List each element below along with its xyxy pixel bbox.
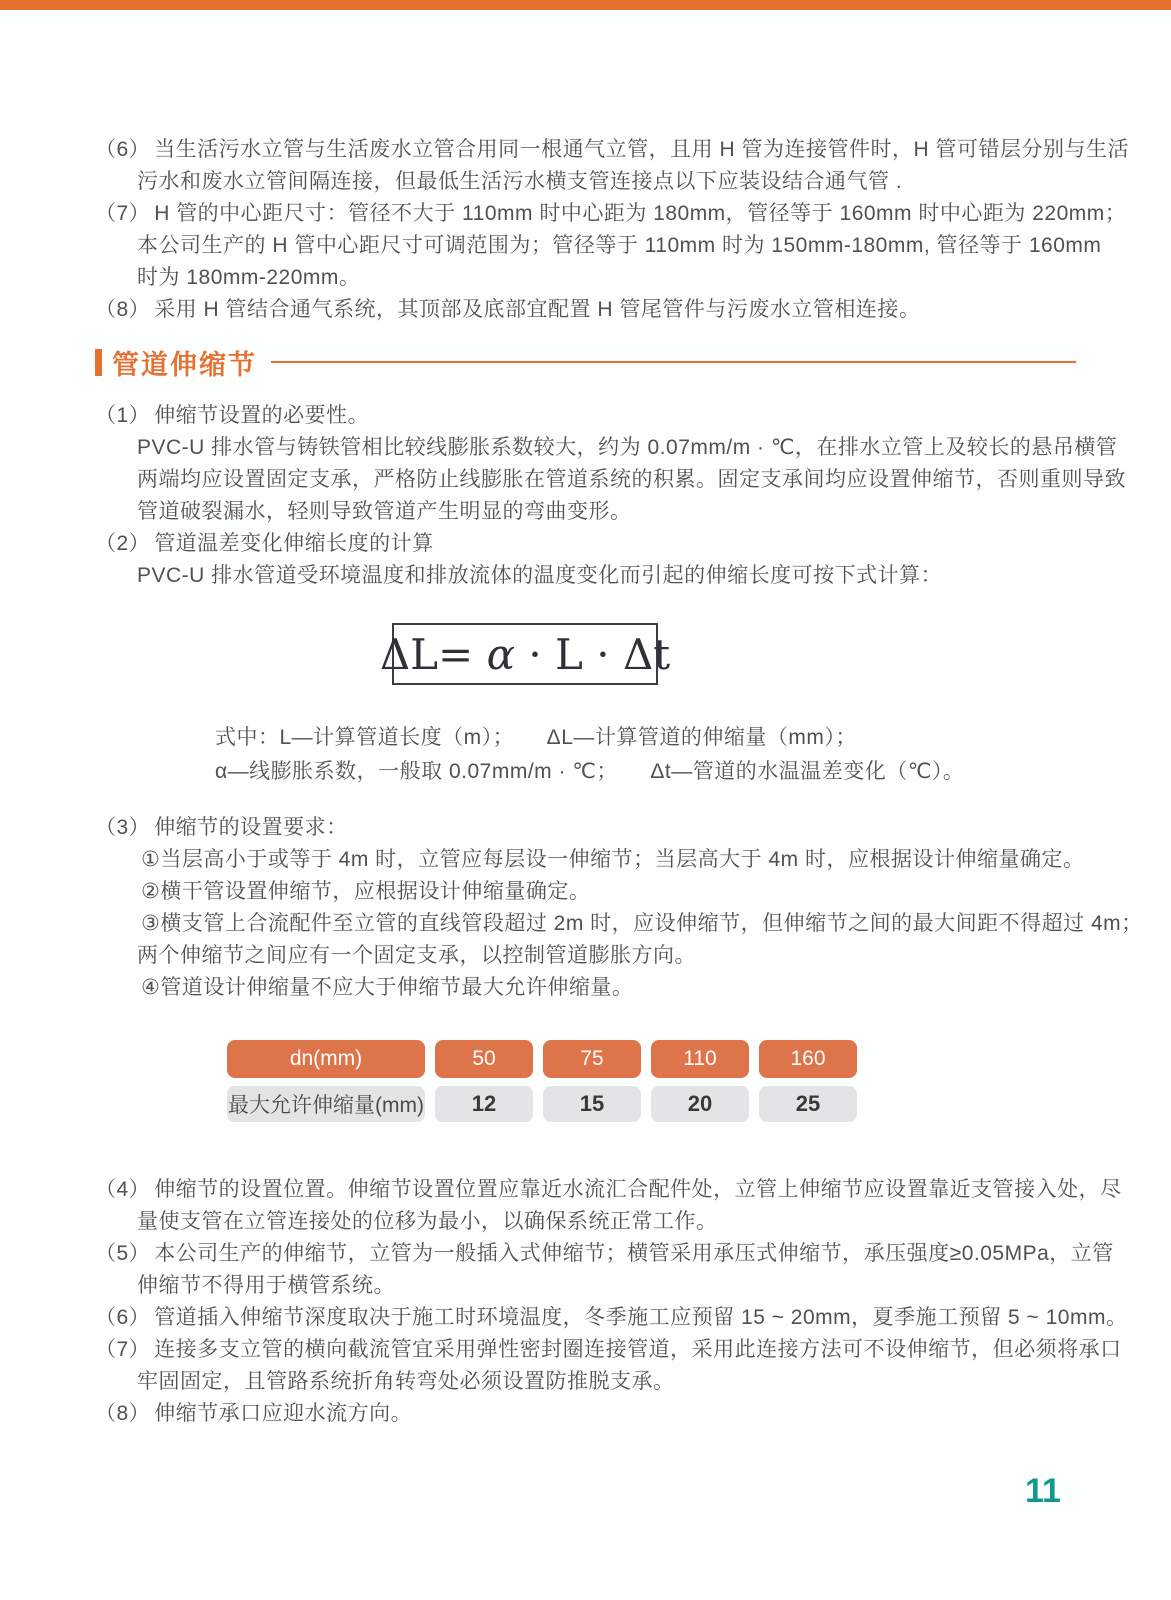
line-text: 伸缩节设置的必要性。 (154, 404, 370, 427)
line-text: H 管的中心距尺寸：管径不大于 110mm 时中心距为 180mm，管径等于 160mm 时中心距为 220mm； (154, 202, 1127, 225)
item-marker: （7） (95, 1338, 151, 1361)
item-marker: （7） (95, 202, 151, 225)
text-line: 牢固固定，且管路系统折角转弯处必须设置防推脱支承。 (137, 1370, 675, 1393)
item-marker: （6） (95, 1306, 151, 1329)
item-marker: （6） (95, 138, 151, 161)
table-cell: 15 (543, 1086, 641, 1122)
text-line (95, 1302, 1127, 1334)
item-marker: （1） (95, 404, 151, 427)
text-line: ①当层高小于或等于 4m 时，立管应每层设一伸缩节；当层高大于 4m 时，应根据设计伸缩量确定。 (141, 848, 1085, 871)
text-line: 伸缩节不得用于横管系统。 (137, 1274, 395, 1297)
text-line (95, 134, 1129, 166)
item-marker: （3） (95, 816, 151, 839)
table-header-cell: 160 (759, 1040, 857, 1078)
formula-right: · L · Δt (514, 629, 671, 679)
top-paragraph-list (95, 134, 1129, 326)
line-text: 伸缩节承口应迎水流方向。 (154, 1402, 413, 1425)
line-text: 管道温差变化伸缩长度的计算 (154, 532, 434, 555)
line-text: 管道插入伸缩节深度取决于施工时环境温度，冬季施工应预留 15 ~ 20mm，夏季施工预留 5 ~ 10mm。 (154, 1306, 1128, 1329)
bottom-paragraph-list (95, 1174, 1127, 1430)
text-line: PVC-U 排水管道受环境温度和排放流体的温度变化而引起的伸缩长度可按下式计算： (137, 564, 943, 587)
section-title: 管道伸缩节 (112, 349, 257, 380)
line-text: 连接多支立管的横向截流管宜采用弹性密封圈连接管道，采用此连接方法可不设伸缩节，但必须将承口 (154, 1338, 1122, 1361)
section-header (95, 346, 1076, 378)
table-cell: 20 (651, 1086, 749, 1122)
text-line: ④管道设计伸缩量不应大于伸缩节最大允许伸缩量。 (141, 976, 634, 999)
text-line: 管道破裂漏水，轻则导致管道产生明显的弯曲变形。 (137, 500, 632, 523)
text-line: 两个伸缩节之间应有一个固定支承，以控制管道膨胀方向。 (137, 944, 696, 967)
table-header-row (227, 1040, 857, 1078)
text-line: 污水和废水立管间隔连接，但最低生活污水横支管连接点以下应装设结合通气管 . (137, 170, 903, 193)
text-line: 时为 180mm-220mm。 (137, 266, 361, 289)
formula-notes (215, 721, 964, 789)
text-line (95, 1334, 1127, 1366)
table-row (227, 1086, 857, 1122)
line-text: 伸缩节的设置要求： (154, 816, 348, 839)
table-header-cell: 110 (651, 1040, 749, 1078)
formula-box (379, 623, 671, 685)
page-top-accent-bar (0, 0, 1171, 10)
item-marker: （5） (95, 1242, 151, 1265)
table-cell: 最大允许伸缩量(mm) (227, 1086, 425, 1122)
formula-note-line: 式中：L—计算管道长度（m）； ΔL—计算管道的伸缩量（mm）； (215, 726, 857, 749)
text-line: PVC-U 排水管与铸铁管相比较线膨胀系数较大，约为 0.07mm/m · ℃，在排水立管上及较长的悬吊横管 (137, 436, 1118, 459)
text-line (95, 294, 1129, 326)
text-line (95, 400, 1126, 432)
formula-note-line: α—线膨胀系数，一般取 0.07mm/m · ℃； Δt—管道的水温温差变化（℃）。 (215, 760, 965, 783)
expansion-table (227, 1040, 857, 1122)
text-line: 量使支管在立管连接处的位移为最小，以确保系统正常工作。 (137, 1210, 718, 1233)
text-line (95, 1174, 1127, 1206)
text-line (95, 528, 1126, 560)
section-accent-bar-icon (95, 349, 102, 376)
item-marker: （8） (95, 298, 151, 321)
line-text: 本公司生产的伸缩节，立管为一般插入式伸缩节；横管采用承压式伸缩节，承压强度≥0.05MPa，立管 (154, 1242, 1114, 1265)
item-marker: （2） (95, 532, 151, 555)
section-rule (271, 361, 1076, 363)
line-text: 伸缩节的设置位置。伸缩节设置位置应靠近水流汇合配件处，立管上伸缩节应设置靠近支管接入处，尽 (154, 1178, 1122, 1201)
text-line (95, 812, 1143, 844)
text-line (95, 198, 1129, 230)
line-text: 采用 H 管结合通气系统，其顶部及底部宜配置 H 管尾管件与污废水立管相连接。 (154, 298, 921, 321)
text-line (95, 1398, 1127, 1430)
item-marker: （8） (95, 1402, 151, 1425)
table-header-cell: dn(mm) (227, 1040, 425, 1078)
page-number: 11 (1025, 1472, 1061, 1510)
line-text: 当生活污水立管与生活废水立管合用同一根通气立管，且用 H 管为连接管件时，H 管可错层分别与生活 (154, 138, 1130, 161)
formula-left: ΔL= (379, 629, 487, 679)
table-header-cell: 75 (543, 1040, 641, 1078)
text-line (95, 1238, 1127, 1270)
table-cell: 12 (435, 1086, 533, 1122)
text-line: 本公司生产的 H 管中心距尺寸可调范围为；管径等于 110mm 时为 150mm-180mm, 管径等于 160mm (137, 234, 1102, 257)
text-line: ③横支管上合流配件至立管的直线管段超过 2m 时，应设伸缩节，但伸缩节之间的最大间距不得超过 4m； (141, 912, 1143, 935)
formula-alpha: α (486, 629, 515, 679)
mid-paragraph-list (95, 400, 1126, 592)
requirements-list (95, 812, 1143, 1004)
table-cell: 25 (759, 1086, 857, 1122)
text-line: 两端均应设置固定支承，严格防止线膨胀在管道系统的积累。固定支承间均应设置伸缩节，否则重则导致 (137, 468, 1126, 491)
table-header-cell: 50 (435, 1040, 533, 1078)
text-line: ②横干管设置伸缩节，应根据设计伸缩量确定。 (141, 880, 591, 903)
item-marker: （4） (95, 1178, 151, 1201)
